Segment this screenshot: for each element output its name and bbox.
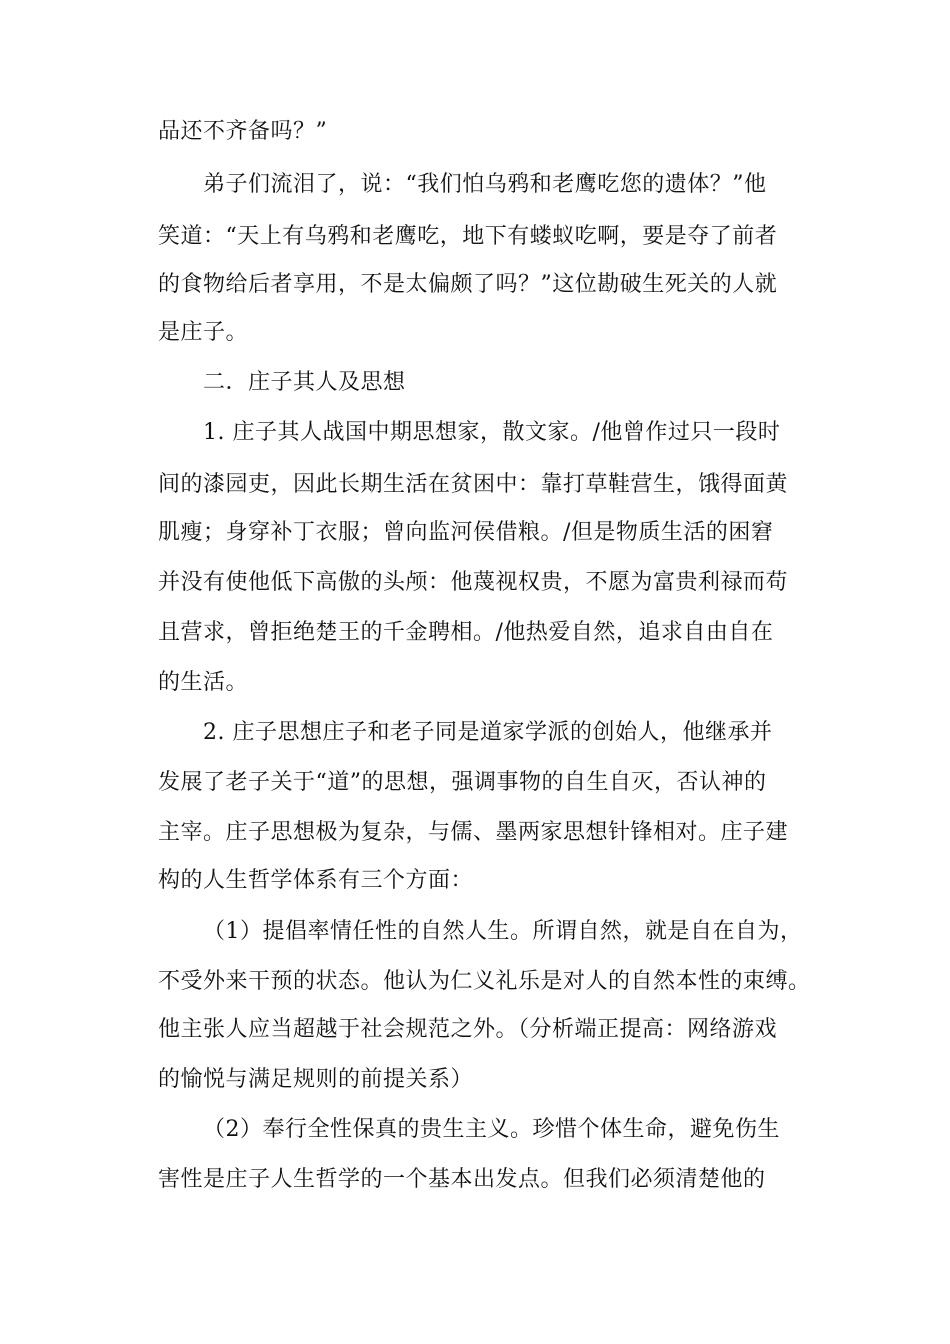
text-line: 构的人生哲学体系有三个方面： (158, 868, 474, 893)
text-line: 间的漆园吏，因此长期生活在贫困中：靠打草鞋营生，饿得面黄 (158, 472, 789, 497)
text-line: 发展了老子关于“道”的思想，强调事物的自生自灭，否认神的 (158, 770, 767, 795)
text-line: 主宰。庄子思想极为复杂，与儒、墨两家思想针锋相对。庄子建 (158, 820, 789, 845)
text-line: 不受外来干预的状态。他认为仁义礼乐是对人的自然本性的束缚。 (158, 969, 811, 994)
text-line: 1. 庄子其人战国中期思想家，散文家。/他曾作过只一段时 (203, 420, 781, 445)
text-line: 的食物给后者享用，不是太偏颇了吗？”这位勘破生死关的人就 (158, 272, 778, 297)
text-line: 肌瘦；身穿补丁衣服；曾向监河侯借粮。/但是物质生活的困窘 (158, 520, 774, 545)
text-line: 并没有使他低下高傲的头颅：他蔑视权贵，不愿为富贵利禄而苟 (158, 570, 789, 595)
text-line: 且营求，曾拒绝楚王的千金聘相。/他热爱自然，追求自由自在 (158, 620, 774, 645)
text-line: 2. 庄子思想庄子和老子同是道家学派的创始人，他继承并 (203, 720, 773, 745)
text-line: （2）奉行全性保真的贵生主义。珍惜个体生命，避免伤生 (203, 1117, 780, 1142)
text-line: 的生活。 (158, 670, 249, 695)
text-line: 的愉悦与满足规则的前提关系） (158, 1067, 474, 1092)
text-line: 弟子们流泪了，说：“我们怕乌鸦和老鹰吃您的遗体？”他 (203, 172, 767, 197)
text-line: 他主张人应当超越于社会规范之外。（分析端正提高：网络游戏 (158, 1017, 778, 1042)
text-line: （1）提倡率情任性的自然人生。所谓自然，就是自在自为， (203, 919, 803, 944)
text-line: 是庄子。 (158, 320, 249, 345)
text-line: 害性是庄子人生哲学的一个基本出发点。但我们必须清楚他的 (158, 1167, 766, 1192)
text-line: 品还不齐备吗？” (158, 119, 328, 144)
section-heading: 二．庄子其人及思想 (203, 370, 406, 395)
text-line: 笑道：“天上有乌鸦和老鹰吃，地下有蝼蚁吃啊，要是夺了前者 (158, 224, 778, 249)
